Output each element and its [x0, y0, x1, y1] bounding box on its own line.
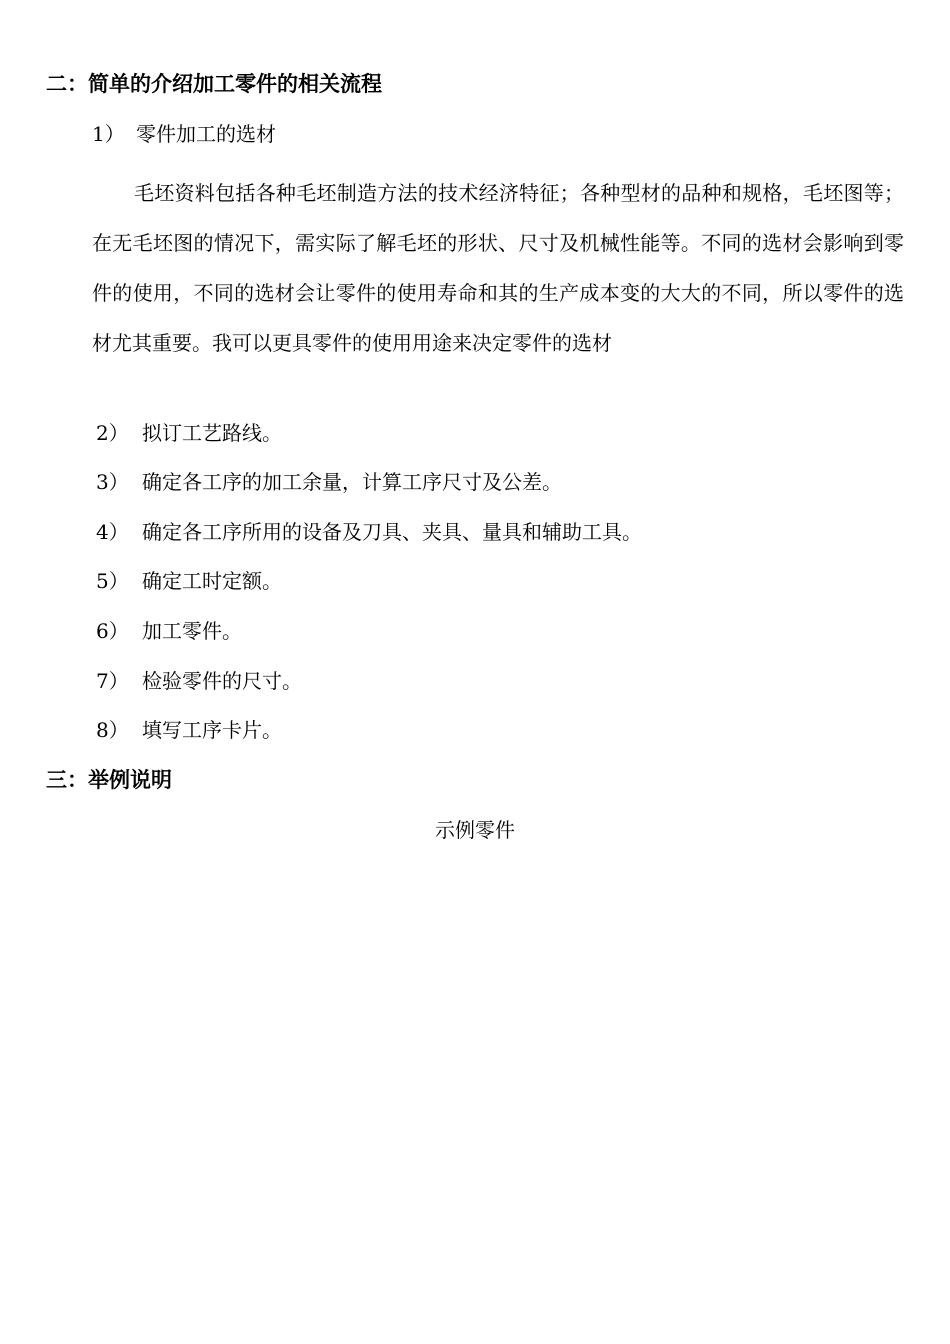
list-item-2 [96, 420, 282, 446]
list-item-4 [96, 519, 642, 545]
list-text: 零件加工的选材 [136, 122, 276, 146]
list-item-5 [96, 568, 282, 594]
list-number: 4） [96, 520, 129, 544]
list-item-1 [92, 121, 276, 147]
list-number: 2） [96, 421, 129, 445]
list-text: 确定各工序所用的设备及刀具、夹具、量具和辅助工具。 [142, 520, 642, 544]
list-number: 1） [92, 122, 125, 146]
list-text: 加工零件。 [142, 619, 242, 643]
list-item-8 [96, 717, 282, 743]
list-number: 3） [96, 470, 129, 494]
figure-caption: 示例零件 [435, 818, 515, 842]
section-heading-3: 三：举例说明 [46, 768, 172, 792]
section-heading-2: 二：简单的介绍加工零件的相关流程 [46, 72, 382, 96]
list-text: 检验零件的尺寸。 [142, 669, 302, 693]
list-item-3 [96, 469, 562, 495]
body-paragraph: 毛坯资料包括各种毛坯制造方法的技术经济特征；各种型材的品种和规格，毛坯图等；在无毛坯图的情况下，需实际了解毛坯的形状、尺寸及机械性能等。不同的选材会影响到零件的使用，不同的选材会让零件的使用寿命和其的生产成本变的大大的不同，所以零件的选材尤其重要。我可以更具零件的使用用途来决定零件的选材 [92, 181, 904, 355]
list-number: 5） [96, 569, 129, 593]
list-text: 确定各工序的加工余量，计算工序尺寸及公差。 [142, 470, 562, 494]
list-text: 拟订工艺路线。 [142, 421, 282, 445]
list-text: 填写工序卡片。 [142, 718, 282, 742]
list-item-6 [96, 618, 242, 644]
list-item-7 [96, 668, 302, 694]
list-text: 确定工时定额。 [142, 569, 282, 593]
list-number: 6） [96, 619, 129, 643]
list-number: 8） [96, 718, 129, 742]
list-number: 7） [96, 669, 129, 693]
